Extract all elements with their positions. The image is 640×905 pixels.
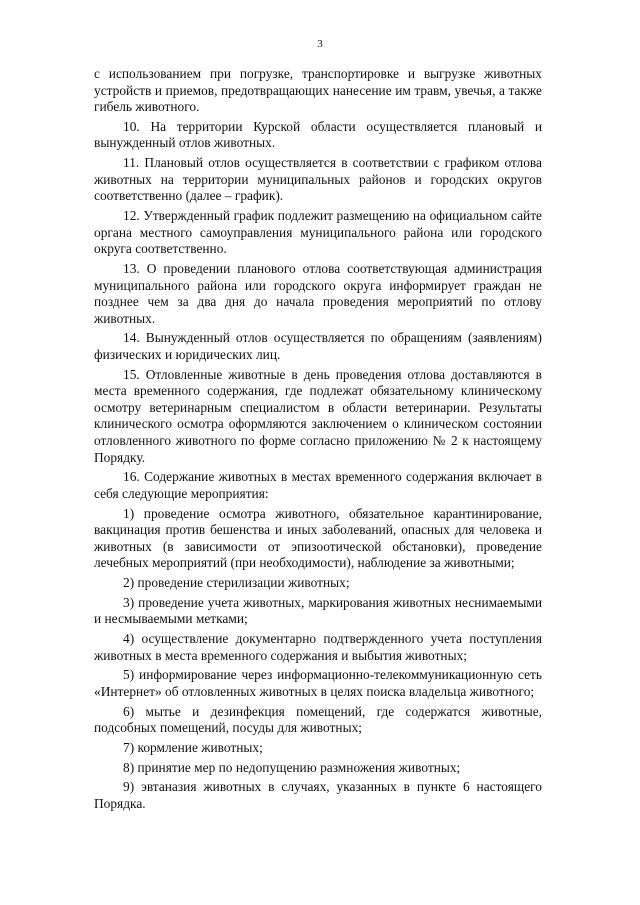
paragraph-13: 13. О проведении планового отлова соответствующая администрация муниципального района или городского округа информирует граждан не позднее чем за два дня до начала проведения мероприятий по отлову животных. — [94, 260, 542, 326]
list-item-3: 3) проведение учета животных, маркирования животных неснимаемыми и несмываемыми метками; — [94, 594, 542, 627]
list-item-1: 1) проведение осмотра животного, обязательное карантинирование, вакцинация против бешенства и иных заболеваний, опасных для человека и животных (в зависимости от эпизоотической обстановки), проведение лечебных мероприятий (при необходимости), наблюдение за животными; — [94, 505, 542, 571]
page-number: 3 — [317, 38, 323, 50]
paragraph-12: 12. Утвержденный график подлежит размещению на официальном сайте органа местного самоуправления муниципального района или городского округа соответственно. — [94, 208, 542, 257]
paragraph-14: 14. Вынужденный отлов осуществляется по обращениям (заявлениям) физических и юридических лиц. — [94, 330, 542, 362]
paragraph-continuation: с использованием при погрузке, транспортировке и выгрузке животных устройств и приемов, предотвращающих нанесение им травм, увечья, а также гибель животного. — [94, 66, 542, 115]
paragraph-16: 16. Содержание животных в местах временного содержания включает в себя следующие мероприятия: — [94, 469, 542, 501]
list-item-7: 7) кормление животных; — [123, 739, 263, 755]
list-item-2: 2) проведение стерилизации животных; — [123, 575, 350, 591]
list-item-6: 6) мытье и дезинфекция помещений, где содержатся животные, подсобных помещений, посуды для животных; — [94, 703, 542, 736]
document-body — [94, 66, 542, 812]
list-item-9: 9) эвтаназия животных в случаях, указанных в пункте 6 настоящего Порядка. — [94, 779, 542, 811]
list-item-4: 4) осуществление документарно подтвержденного учета поступления животных в места временного содержания и выбытия животных; — [94, 631, 542, 663]
paragraph-10: 10. На территории Курской области осуществляется плановый и вынужденный отлов животных. — [94, 118, 542, 151]
list-item-8: 8) принятие мер по недопущению размножения животных; — [123, 759, 461, 775]
paragraph-15: 15. Отловленные животные в день проведения отлова доставляются в места временного содержания, где подлежат обязательному клиническому осмотру ветеринарным специалистом в области ветеринарии. Результаты клинического осмотра оформляются заключением о клиническом состоянии отловленного животного по форме согласно приложению № 2 к настоящему Порядку. — [94, 366, 542, 465]
list-item-5: 5) информирование через информационно-телекоммуникационную сеть «Интернет» об отловленных животных в целях поиска владельца животного; — [94, 667, 542, 699]
paragraph-11: 11. Плановый отлов осуществляется в соответствии с графиком отлова животных на территории муниципальных районов и городских округов соответственно (далее – график). — [94, 155, 542, 204]
